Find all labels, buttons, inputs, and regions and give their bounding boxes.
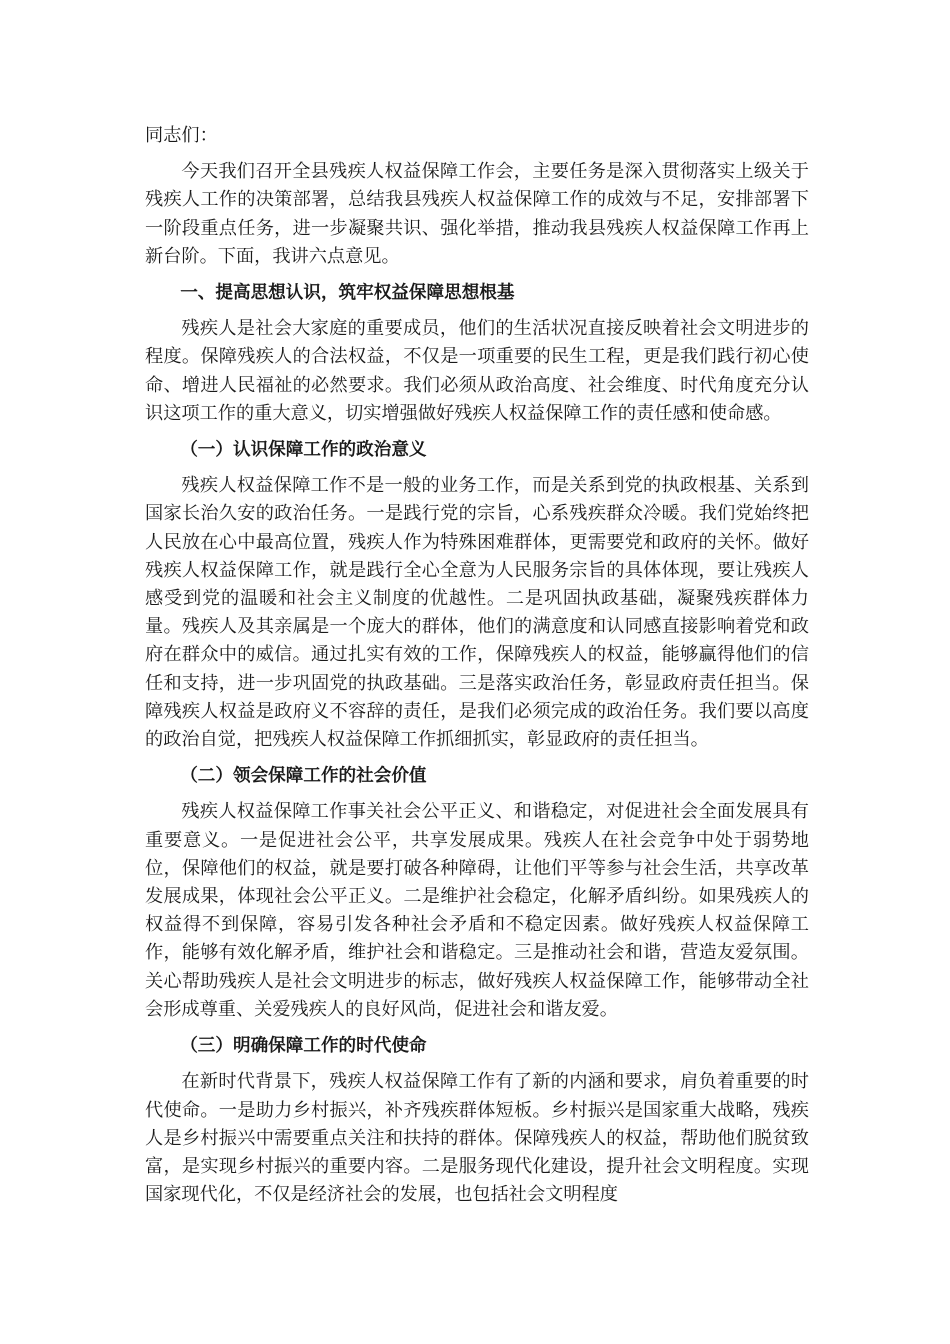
subsection-heading-3: （三）明确保障工作的时代使命	[180, 1036, 427, 1057]
subsection-body-3: 在新时代背景下，残疾人权益保障工作有了新的内涵和要求，肩负着重要的时代使命。一是助力乡村振兴，补齐残疾群体短板。乡村振兴是国家重大战略，残疾人是乡村振兴中需要重点关注和扶持的群体。保障残疾人的权益，帮助他们脱贫致富，是实现乡村振兴的重要内容。二是服务现代化建设，提升社会文明程度。实现国家现代化，不仅是经济社会的发展，也包括社会文明程度	[145, 1071, 809, 1206]
subsection-body-2: 残疾人权益保障工作事关社会公平正义、和谐稳定，对促进社会全面发展具有重要意义。一是促进社会公平，共享发展成果。残疾人在社会竞争中处于弱势地位，保障他们的权益，就是要打破各种障碍，让他们平等参与社会生活，共享改革发展成果，体现社会公平正义。二是维护社会稳定，化解矛盾纠纷。如果残疾人的权益得不到保障，容易引发各种社会矛盾和不稳定因素。做好残疾人权益保障工作，能够有效化解矛盾，维护社会和谐稳定。三是推动社会和谐，营造友爱氛围。关心帮助残疾人是社会文明进步的标志，做好残疾人权益保障工作，能够带动全社会形成尊重、关爱残疾人的良好风尚，促进社会和谐友爱。	[145, 801, 809, 1020]
section-body-1: 残疾人是社会大家庭的重要成员，他们的生活状况直接反映着社会文明进步的程度。保障残疾人的合法权益，不仅是一项重要的民生工程，更是我们践行初心使命、增进人民福祉的必然要求。我们必须从政治高度、社会维度、时代角度充分认识这项工作的重大意义，切实增强做好残疾人权益保障工作的责任感和使命感。	[145, 318, 809, 424]
subsection-body-1: 残疾人权益保障工作不是一般的业务工作，而是关系到党的执政根基、关系到国家长治久安的政治任务。一是践行党的宗旨，心系残疾群众冷暖。我们党始终把人民放在心中最高位置，残疾人作为特殊困难群体，更需要党和政府的关怀。做好残疾人权益保障工作，就是践行全心全意为人民服务宗旨的具体体现，要让残疾人感受到党的温暖和社会主义制度的优越性。二是巩固执政基础，凝聚残疾群体力量。残疾人及其亲属是一个庞大的群体，他们的满意度和认同感直接影响着党和政府在群众中的威信。通过扎实有效的工作，保障残疾人的权益，能够赢得他们的信任和支持，进一步巩固党的执政基础。三是落实政治任务，彰显政府责任担当。保障残疾人权益是政府义不容辞的责任，是我们必须完成的政治任务。我们要以高度的政治自觉，把残疾人权益保障工作抓细抓实，彰显政府的责任担当。	[145, 475, 809, 751]
subsection-heading-2: （二）领会保障工作的社会价值	[180, 766, 427, 787]
salutation: 同志们：	[145, 125, 218, 146]
section-heading-1: 一、提高思想认识，筑牢权益保障思想根基	[180, 283, 515, 304]
subsection-heading-1: （一）认识保障工作的政治意义	[180, 440, 427, 461]
intro-paragraph: 今天我们召开全县残疾人权益保障工作会，主要任务是深入贯彻落实上级关于残疾人工作的决策部署，总结我县残疾人权益保障工作的成效与不足，安排部署下一阶段重点任务，进一步凝聚共识、强化举措，推动我县残疾人权益保障工作再上新台阶。下面，我讲六点意见。	[145, 161, 809, 267]
document-page	[145, 122, 809, 1217]
